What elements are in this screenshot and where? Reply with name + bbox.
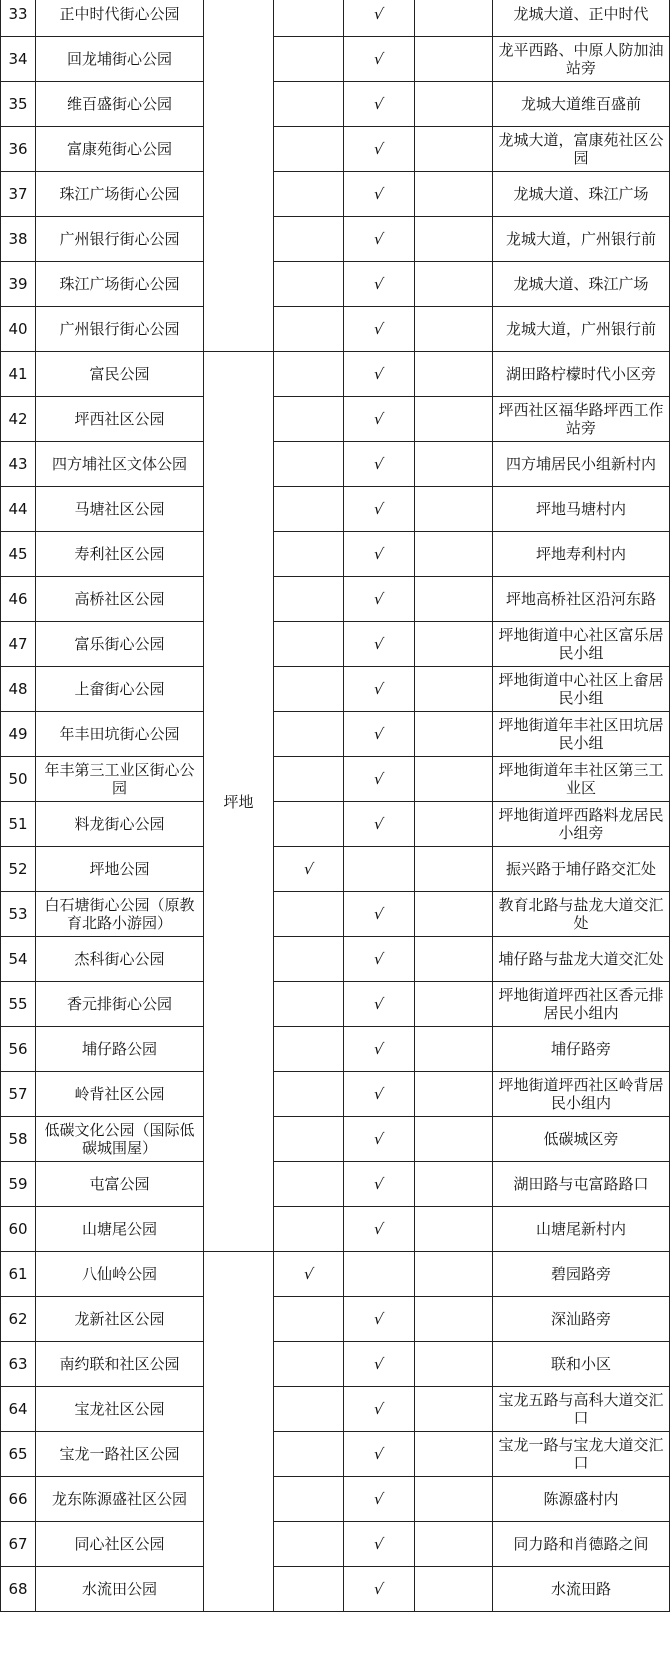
- table-row: [1, 82, 670, 127]
- type-a-cell: [274, 577, 344, 622]
- type-b-cell: [344, 487, 415, 532]
- table-row: [1, 1027, 670, 1072]
- park-name: 香元排街心公园: [36, 982, 204, 1027]
- row-number: 62: [1, 1297, 36, 1342]
- type-b-cell: [344, 1522, 415, 1567]
- type-b-cell: [344, 1207, 415, 1252]
- type-b-cell: [344, 1117, 415, 1162]
- type-b-cell: [344, 757, 415, 802]
- park-address: 龙城大道维百盛前: [493, 82, 670, 127]
- type-a-cell: [274, 1117, 344, 1162]
- table-row: [1, 442, 670, 487]
- table-row: [1, 1432, 670, 1477]
- park-name: 宝龙一路社区公园: [36, 1432, 204, 1477]
- type-b-cell: [344, 397, 415, 442]
- check-mark-icon: √: [372, 590, 386, 608]
- district-cell: 坪地: [204, 352, 274, 1252]
- type-b-cell: [344, 442, 415, 487]
- table-row: [1, 937, 670, 982]
- row-number: 58: [1, 1117, 36, 1162]
- park-address: 振兴路于埔仔路交汇处: [493, 847, 670, 892]
- park-name: 高桥社区公园: [36, 577, 204, 622]
- check-mark-icon: √: [372, 1310, 386, 1328]
- type-a-cell: [274, 982, 344, 1027]
- type-b-cell: [344, 847, 415, 892]
- type-c-cell: [415, 442, 493, 487]
- type-c-cell: [415, 1207, 493, 1252]
- park-address: 宝龙五路与高科大道交汇口: [493, 1387, 670, 1432]
- row-number: 36: [1, 127, 36, 172]
- park-address: 坪地街道坪西路料龙居民小组旁: [493, 802, 670, 847]
- park-address: 龙城大道，富康苑社区公园: [493, 127, 670, 172]
- row-number: 41: [1, 352, 36, 397]
- table-row: [1, 892, 670, 937]
- table-row: [1, 982, 670, 1027]
- park-address: 陈源盛村内: [493, 1477, 670, 1522]
- type-a-cell: [274, 712, 344, 757]
- check-mark-icon: √: [372, 905, 386, 923]
- park-name: 低碳文化公园（国际低碳城围屋）: [36, 1117, 204, 1162]
- type-a-cell: [274, 892, 344, 937]
- type-b-cell: [344, 262, 415, 307]
- park-address: 龙城大道、正中时代: [493, 0, 670, 37]
- type-c-cell: [415, 262, 493, 307]
- check-mark-icon: √: [372, 1445, 386, 1463]
- check-mark-icon: √: [372, 1400, 386, 1418]
- check-mark-icon: √: [372, 1085, 386, 1103]
- park-address: 龙平西路、中原人防加油站旁: [493, 37, 670, 82]
- park-address: 低碳城区旁: [493, 1117, 670, 1162]
- table-row: [1, 1567, 670, 1612]
- check-mark-icon: √: [372, 1580, 386, 1598]
- type-b-cell: [344, 0, 415, 37]
- check-mark-icon: √: [372, 770, 386, 788]
- type-b-cell: [344, 1297, 415, 1342]
- type-b-cell: [344, 37, 415, 82]
- row-number: 37: [1, 172, 36, 217]
- park-address: 宝龙一路与宝龙大道交汇口: [493, 1432, 670, 1477]
- park-address: 水流田路: [493, 1567, 670, 1612]
- row-number: 53: [1, 892, 36, 937]
- row-number: 60: [1, 1207, 36, 1252]
- park-address: 湖田路与屯富路路口: [493, 1162, 670, 1207]
- type-a-cell: [274, 1297, 344, 1342]
- type-c-cell: [415, 667, 493, 712]
- table-row: [1, 352, 670, 397]
- check-mark-icon: √: [372, 815, 386, 833]
- park-name: 寿利社区公园: [36, 532, 204, 577]
- row-number: 48: [1, 667, 36, 712]
- table-body: [1, 0, 670, 1612]
- check-mark-icon: √: [372, 500, 386, 518]
- park-name: 同心社区公园: [36, 1522, 204, 1567]
- row-number: 56: [1, 1027, 36, 1072]
- park-name: 珠江广场街心公园: [36, 172, 204, 217]
- check-mark-icon: √: [372, 1220, 386, 1238]
- park-address: 龙城大道，广州银行前: [493, 307, 670, 352]
- type-a-cell: [274, 0, 344, 37]
- table-row: [1, 1342, 670, 1387]
- park-name: 山塘尾公园: [36, 1207, 204, 1252]
- type-a-cell: [274, 37, 344, 82]
- type-a-cell: [274, 397, 344, 442]
- table-row: [1, 397, 670, 442]
- row-number: 55: [1, 982, 36, 1027]
- type-c-cell: [415, 1432, 493, 1477]
- type-b-cell: [344, 172, 415, 217]
- row-number: 49: [1, 712, 36, 757]
- row-number: 52: [1, 847, 36, 892]
- park-name: 年丰田坑街心公园: [36, 712, 204, 757]
- type-a-cell: [274, 217, 344, 262]
- type-c-cell: [415, 1342, 493, 1387]
- type-b-cell: [344, 1342, 415, 1387]
- check-mark-icon: √: [372, 995, 386, 1013]
- check-mark-icon: √: [372, 95, 386, 113]
- row-number: 44: [1, 487, 36, 532]
- park-address: 龙城大道，广州银行前: [493, 217, 670, 262]
- type-a-cell: [274, 1027, 344, 1072]
- type-b-cell: [344, 532, 415, 577]
- type-c-cell: [415, 172, 493, 217]
- row-number: 59: [1, 1162, 36, 1207]
- park-name: 八仙岭公园: [36, 1252, 204, 1297]
- check-mark-icon: √: [372, 320, 386, 338]
- type-b-cell: [344, 1387, 415, 1432]
- type-a-cell: [274, 622, 344, 667]
- type-a-cell: [274, 1387, 344, 1432]
- check-mark-icon: √: [372, 1355, 386, 1373]
- row-number: 35: [1, 82, 36, 127]
- row-number: 64: [1, 1387, 36, 1432]
- type-c-cell: [415, 352, 493, 397]
- row-number: 67: [1, 1522, 36, 1567]
- type-b-cell: [344, 982, 415, 1027]
- row-number: 66: [1, 1477, 36, 1522]
- district-cell: [204, 0, 274, 352]
- table-row: [1, 1117, 670, 1162]
- park-name: 富民公园: [36, 352, 204, 397]
- row-number: 68: [1, 1567, 36, 1612]
- park-address: 坪地街道年丰社区田坑居民小组: [493, 712, 670, 757]
- type-a-cell: [274, 1477, 344, 1522]
- table-row: [1, 307, 670, 352]
- check-mark-icon: √: [302, 860, 315, 878]
- park-name: 南约联和社区公园: [36, 1342, 204, 1387]
- park-address: 坪地街道坪西社区岭背居民小组内: [493, 1072, 670, 1117]
- park-name: 广州银行街心公园: [36, 217, 204, 262]
- type-b-cell: [344, 667, 415, 712]
- type-a-cell: [274, 1072, 344, 1117]
- check-mark-icon: √: [372, 635, 386, 653]
- type-b-cell: [344, 622, 415, 667]
- park-name: 广州银行街心公园: [36, 307, 204, 352]
- park-name: 坪地公园: [36, 847, 204, 892]
- type-c-cell: [415, 1477, 493, 1522]
- park-address: 坪地街道年丰社区第三工业区: [493, 757, 670, 802]
- check-mark-icon: √: [372, 725, 386, 743]
- park-name: 富康苑街心公园: [36, 127, 204, 172]
- type-c-cell: [415, 307, 493, 352]
- table-row: [1, 1207, 670, 1252]
- type-c-cell: [415, 1387, 493, 1432]
- row-number: 38: [1, 217, 36, 262]
- type-c-cell: [415, 1027, 493, 1072]
- type-c-cell: [415, 1072, 493, 1117]
- park-address: 坪西社区福华路坪西工作站旁: [493, 397, 670, 442]
- park-address: 山塘尾新村内: [493, 1207, 670, 1252]
- row-number: 57: [1, 1072, 36, 1117]
- row-number: 47: [1, 622, 36, 667]
- park-name: 料龙街心公园: [36, 802, 204, 847]
- type-c-cell: [415, 892, 493, 937]
- table-row: [1, 1072, 670, 1117]
- type-c-cell: [415, 802, 493, 847]
- row-number: 46: [1, 577, 36, 622]
- type-a-cell: [274, 82, 344, 127]
- park-address: 埔仔路旁: [493, 1027, 670, 1072]
- table-row: [1, 712, 670, 757]
- table-row: [1, 262, 670, 307]
- park-address: 坪地街道中心社区富乐居民小组: [493, 622, 670, 667]
- type-c-cell: [415, 1252, 493, 1297]
- check-mark-icon: √: [372, 1175, 386, 1193]
- park-address: 坪地寿利村内: [493, 532, 670, 577]
- check-mark-icon: √: [372, 1535, 386, 1553]
- type-c-cell: [415, 217, 493, 262]
- park-address: 坪地街道中心社区上畲居民小组: [493, 667, 670, 712]
- park-name: 白石塘街心公园（原教育北路小游园）: [36, 892, 204, 937]
- table-row: [1, 127, 670, 172]
- check-mark-icon: √: [372, 950, 386, 968]
- type-a-cell: [274, 442, 344, 487]
- row-number: 43: [1, 442, 36, 487]
- type-a-cell: [274, 1342, 344, 1387]
- park-address: 深汕路旁: [493, 1297, 670, 1342]
- check-mark-icon: √: [372, 1040, 386, 1058]
- type-b-cell: [344, 82, 415, 127]
- park-name: 龙东陈源盛社区公园: [36, 1477, 204, 1522]
- park-address: 碧园路旁: [493, 1252, 670, 1297]
- park-name: 上畲街心公园: [36, 667, 204, 712]
- type-a-cell: [274, 1207, 344, 1252]
- park-name: 杰科街心公园: [36, 937, 204, 982]
- check-mark-icon: √: [372, 410, 386, 428]
- type-c-cell: [415, 127, 493, 172]
- type-b-cell: [344, 1162, 415, 1207]
- check-mark-icon: √: [372, 365, 386, 383]
- table-row: [1, 757, 670, 802]
- table-row: [1, 1387, 670, 1432]
- type-c-cell: [415, 622, 493, 667]
- type-c-cell: [415, 1162, 493, 1207]
- table-row: [1, 1297, 670, 1342]
- type-b-cell: [344, 712, 415, 757]
- park-name: 维百盛街心公园: [36, 82, 204, 127]
- park-address: 龙城大道、珠江广场: [493, 262, 670, 307]
- type-a-cell: [274, 487, 344, 532]
- type-a-cell: [274, 1522, 344, 1567]
- row-number: 42: [1, 397, 36, 442]
- type-a-cell: [274, 172, 344, 217]
- table-row: [1, 0, 670, 37]
- check-mark-icon: √: [372, 1490, 386, 1508]
- type-c-cell: [415, 82, 493, 127]
- type-c-cell: [415, 1297, 493, 1342]
- type-b-cell: [344, 217, 415, 262]
- park-name: 马塘社区公园: [36, 487, 204, 532]
- park-address: 坪地马塘村内: [493, 487, 670, 532]
- park-name: 珠江广场街心公园: [36, 262, 204, 307]
- type-c-cell: [415, 532, 493, 577]
- table-row: [1, 667, 670, 712]
- type-b-cell: [344, 1252, 415, 1297]
- table-row: [1, 487, 670, 532]
- table-row: [1, 172, 670, 217]
- park-name: 水流田公园: [36, 1567, 204, 1612]
- park-name: 屯富公园: [36, 1162, 204, 1207]
- row-number: 54: [1, 937, 36, 982]
- table-row: [1, 532, 670, 577]
- type-c-cell: [415, 757, 493, 802]
- check-mark-icon: √: [372, 185, 386, 203]
- park-name: 岭背社区公园: [36, 1072, 204, 1117]
- type-a-cell: [274, 127, 344, 172]
- check-mark-icon: √: [372, 455, 386, 473]
- type-c-cell: [415, 0, 493, 37]
- park-address: 埔仔路与盐龙大道交汇处: [493, 937, 670, 982]
- type-c-cell: [415, 487, 493, 532]
- type-c-cell: [415, 712, 493, 757]
- type-c-cell: [415, 577, 493, 622]
- type-c-cell: [415, 1117, 493, 1162]
- park-address: 坪地高桥社区沿河东路: [493, 577, 670, 622]
- table-row: [1, 1477, 670, 1522]
- park-address: 同力路和肖德路之间: [493, 1522, 670, 1567]
- park-address: 坪地街道坪西社区香元排居民小组内: [493, 982, 670, 1027]
- table-row: [1, 1252, 670, 1297]
- type-a-cell: [274, 1252, 344, 1297]
- type-a-cell: [274, 802, 344, 847]
- type-b-cell: [344, 892, 415, 937]
- check-mark-icon: √: [372, 545, 386, 563]
- table-row: [1, 802, 670, 847]
- row-number: 39: [1, 262, 36, 307]
- type-b-cell: [344, 127, 415, 172]
- row-number: 65: [1, 1432, 36, 1477]
- check-mark-icon: √: [302, 1265, 315, 1283]
- table-row: [1, 37, 670, 82]
- row-number: 61: [1, 1252, 36, 1297]
- type-c-cell: [415, 37, 493, 82]
- type-b-cell: [344, 307, 415, 352]
- type-a-cell: [274, 352, 344, 397]
- type-c-cell: [415, 937, 493, 982]
- check-mark-icon: √: [372, 140, 386, 158]
- row-number: 50: [1, 757, 36, 802]
- type-a-cell: [274, 1567, 344, 1612]
- type-c-cell: [415, 397, 493, 442]
- row-number: 40: [1, 307, 36, 352]
- table-row: [1, 217, 670, 262]
- park-name: 埔仔路公园: [36, 1027, 204, 1072]
- table-row: [1, 1162, 670, 1207]
- check-mark-icon: √: [372, 50, 386, 68]
- park-name: 富乐街心公园: [36, 622, 204, 667]
- park-name: 回龙埔街心公园: [36, 37, 204, 82]
- type-c-cell: [415, 1522, 493, 1567]
- district-cell: [204, 1252, 274, 1612]
- park-name: 年丰第三工业区街心公园: [36, 757, 204, 802]
- type-b-cell: [344, 1072, 415, 1117]
- park-name: 四方埔社区文体公园: [36, 442, 204, 487]
- type-c-cell: [415, 847, 493, 892]
- check-mark-icon: √: [372, 680, 386, 698]
- type-b-cell: [344, 802, 415, 847]
- park-name: 宝龙社区公园: [36, 1387, 204, 1432]
- park-address: 四方埔居民小组新村内: [493, 442, 670, 487]
- row-number: 63: [1, 1342, 36, 1387]
- park-address: 龙城大道、珠江广场: [493, 172, 670, 217]
- type-a-cell: [274, 847, 344, 892]
- park-address: 湖田路柠檬时代小区旁: [493, 352, 670, 397]
- park-name: 龙新社区公园: [36, 1297, 204, 1342]
- check-mark-icon: √: [372, 1130, 386, 1148]
- row-number: 45: [1, 532, 36, 577]
- check-mark-icon: √: [372, 5, 386, 23]
- table-row: [1, 847, 670, 892]
- row-number: 51: [1, 802, 36, 847]
- type-b-cell: [344, 937, 415, 982]
- type-a-cell: [274, 1432, 344, 1477]
- park-address: 教育北路与盐龙大道交汇处: [493, 892, 670, 937]
- type-b-cell: [344, 1432, 415, 1477]
- type-b-cell: [344, 1567, 415, 1612]
- park-name: 正中时代街心公园: [36, 0, 204, 37]
- type-a-cell: [274, 667, 344, 712]
- type-b-cell: [344, 352, 415, 397]
- type-a-cell: [274, 1162, 344, 1207]
- row-number: 33: [1, 0, 36, 37]
- check-mark-icon: √: [372, 230, 386, 248]
- park-address: 联和小区: [493, 1342, 670, 1387]
- type-b-cell: [344, 1027, 415, 1072]
- type-a-cell: [274, 532, 344, 577]
- table-row: [1, 622, 670, 667]
- type-c-cell: [415, 982, 493, 1027]
- table-row: [1, 1522, 670, 1567]
- type-b-cell: [344, 1477, 415, 1522]
- type-b-cell: [344, 577, 415, 622]
- type-a-cell: [274, 262, 344, 307]
- type-a-cell: [274, 757, 344, 802]
- park-name: 坪西社区公园: [36, 397, 204, 442]
- type-c-cell: [415, 1567, 493, 1612]
- type-a-cell: [274, 937, 344, 982]
- check-mark-icon: √: [372, 275, 386, 293]
- type-a-cell: [274, 307, 344, 352]
- table-row: [1, 577, 670, 622]
- row-number: 34: [1, 37, 36, 82]
